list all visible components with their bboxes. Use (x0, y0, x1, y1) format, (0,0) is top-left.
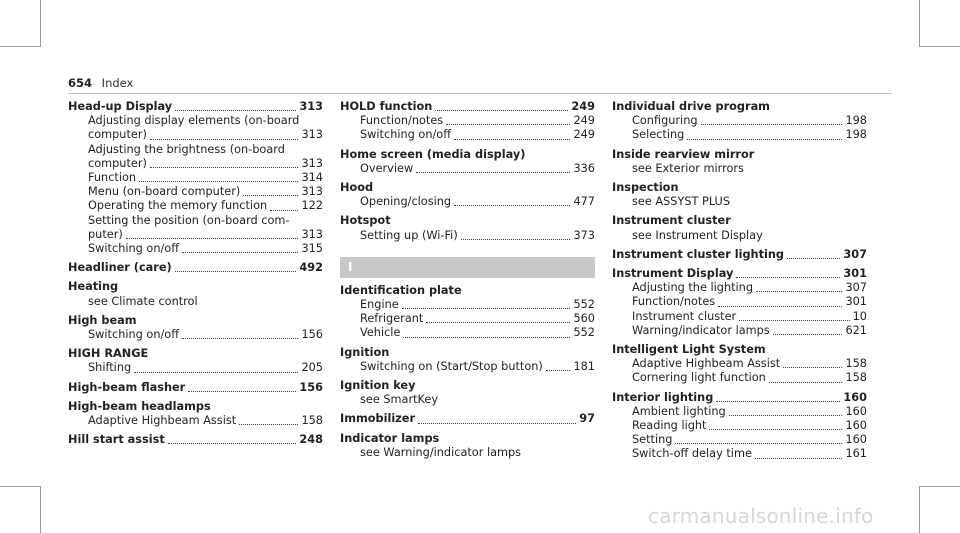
page-header (68, 76, 133, 90)
index-subentry: Adjusting the brightness (on-board (88, 142, 285, 156)
entry-text: Setting (632, 433, 673, 447)
index-heading: Indicator lamps (340, 431, 440, 445)
page-reference[interactable]: 248 (299, 433, 323, 447)
index-subentry (612, 310, 867, 324)
page-reference[interactable]: 313 (301, 128, 323, 142)
page-reference[interactable]: 307 (843, 247, 867, 261)
entry-text: Cornering light function (632, 371, 766, 385)
entry-text: Configuring (632, 114, 698, 128)
dot-leader (426, 322, 570, 323)
index-heading (68, 433, 323, 447)
index-subentry (612, 324, 867, 338)
index-subentry (340, 162, 595, 176)
entry-text: Engine (360, 298, 399, 312)
entry-text: Menu (on-board computer) (88, 185, 241, 199)
entry-text: Interior lighting (612, 390, 714, 404)
page-reference[interactable]: 552 (573, 326, 595, 340)
index-subentry: see SmartKey (360, 393, 439, 407)
entry-text: Operating the memory function (88, 199, 268, 213)
index-subentry (612, 128, 867, 142)
page-reference[interactable]: 621 (845, 323, 867, 337)
entry-text: Function/notes (360, 114, 444, 128)
page-reference[interactable]: 373 (573, 228, 595, 242)
page-reference[interactable]: 477 (573, 195, 595, 209)
index-subentry (340, 195, 595, 209)
header-rule (68, 93, 892, 94)
entry-text: Instrument cluster (632, 309, 737, 323)
entry-text: High-beam flasher (68, 380, 186, 394)
page-reference[interactable]: 249 (573, 114, 595, 128)
index-heading: Hotspot (340, 214, 391, 228)
index-subentry (340, 229, 595, 243)
index-column-1 (68, 100, 323, 447)
dot-leader (416, 172, 570, 173)
crop-mark (40, 0, 41, 47)
page-reference[interactable]: 158 (301, 414, 323, 428)
dot-leader (239, 424, 298, 425)
index-subentry: see Exterior mirrors (632, 161, 744, 175)
crop-mark (919, 486, 960, 487)
page-reference[interactable]: 160 (843, 390, 867, 404)
dot-leader (783, 367, 842, 368)
entry-text: Function (88, 171, 137, 185)
dot-leader (718, 306, 842, 307)
index-subentry (340, 360, 595, 374)
entry-text: Function/notes (632, 295, 716, 309)
entry-text: Setting up (Wi-Fi) (360, 228, 458, 242)
index-heading (612, 248, 867, 262)
page-reference[interactable]: 313 (301, 227, 323, 241)
entry-text: Immobilizer (340, 412, 416, 426)
index-heading (68, 381, 323, 395)
dot-leader (418, 423, 576, 424)
index-column-3 (612, 100, 867, 462)
dot-leader (736, 277, 840, 278)
watermark: carmanualsonline.info (648, 504, 874, 528)
dot-leader (175, 110, 296, 111)
index-subentry (68, 185, 323, 199)
crop-mark (0, 486, 41, 487)
page-reference[interactable]: 160 (845, 404, 867, 418)
page-reference[interactable]: 205 (301, 361, 323, 375)
entry-text: Headliner (care) (68, 261, 172, 275)
dot-leader (769, 382, 843, 383)
page-reference[interactable]: 313 (301, 156, 323, 170)
page-reference[interactable]: 158 (845, 371, 867, 385)
index-heading: Home screen (media display) (340, 147, 526, 161)
crop-mark (919, 0, 920, 47)
crop-mark (0, 46, 41, 47)
index-subentry (612, 419, 867, 433)
page-reference[interactable]: 10 (852, 309, 867, 323)
entry-text: Instrument cluster lighting (612, 247, 784, 261)
dot-leader (454, 139, 570, 140)
dot-leader (461, 239, 571, 240)
entry-text: Switching on/off (88, 328, 179, 342)
dot-leader (454, 205, 570, 206)
index-subentry: Adjusting display elements (on-board (88, 114, 300, 128)
index-heading: Inspection (612, 181, 679, 195)
crop-mark (919, 486, 920, 533)
dot-leader (701, 124, 843, 125)
entry-text: Hill start assist (68, 433, 165, 447)
index-heading: Intelligent Light System (612, 343, 766, 357)
entry-text: Warning/indicator lamps (632, 323, 770, 337)
index-subentry (340, 298, 595, 312)
index-heading (68, 261, 323, 275)
dot-leader (773, 334, 843, 335)
index-subentry: see ASSYST PLUS (632, 195, 730, 209)
index-subentry (68, 199, 323, 213)
index-subentry (68, 157, 323, 171)
index-subentry (612, 114, 867, 128)
index-subentry (68, 242, 323, 256)
dot-leader (175, 271, 297, 272)
entry-text: Head-up Display (68, 100, 173, 113)
page-reference[interactable]: 249 (571, 100, 595, 113)
entry-text: Opening/closing (360, 195, 452, 209)
entry-text: Switching on (Start/Stop button) (360, 359, 543, 373)
page-reference[interactable]: 198 (845, 128, 867, 142)
entry-text: Switch-off delay time (632, 447, 752, 461)
dot-leader (729, 415, 843, 416)
dot-leader (134, 372, 298, 373)
page-reference[interactable]: 307 (845, 281, 867, 295)
dot-leader (139, 181, 298, 182)
dot-leader (150, 167, 299, 168)
page-reference[interactable]: 313 (299, 100, 323, 113)
page-reference[interactable]: 161 (845, 447, 867, 461)
index-heading: Inside rearview mirror (612, 147, 755, 161)
dot-leader (446, 124, 570, 125)
dot-leader (716, 401, 840, 402)
dot-leader (188, 391, 296, 392)
page-reference[interactable]: 301 (843, 267, 867, 281)
entry-text: Reading light (632, 419, 707, 433)
index-heading (340, 412, 595, 426)
page-reference[interactable]: 301 (845, 295, 867, 309)
page-reference[interactable]: 156 (299, 380, 323, 394)
index-subentry (68, 228, 323, 242)
page-reference[interactable]: 160 (845, 419, 867, 433)
dot-leader (787, 258, 840, 259)
index-subentry (612, 357, 867, 371)
entry-text: puter) (88, 227, 123, 241)
index-heading: Individual drive program (612, 100, 770, 113)
entry-text: Adaptive Highbeam Assist (88, 414, 237, 428)
page-reference[interactable]: 314 (301, 171, 323, 185)
page-reference[interactable]: 552 (573, 298, 595, 312)
entry-text: Refrigerant (360, 312, 424, 326)
page-reference[interactable]: 97 (579, 412, 595, 426)
page-reference[interactable]: 160 (845, 433, 867, 447)
index-subentry: Setting the position (on-board com- (88, 213, 290, 227)
dot-leader (435, 110, 568, 111)
index-heading (340, 100, 595, 114)
dot-leader (126, 238, 299, 239)
dot-leader (709, 429, 842, 430)
page-reference[interactable]: 336 (573, 161, 595, 175)
index-subentry: see Warning/indicator lamps (360, 445, 522, 459)
entry-text: Ambient lighting (632, 404, 726, 418)
index-heading (68, 100, 323, 114)
dot-leader (168, 443, 297, 444)
index-subentry (68, 361, 323, 375)
dot-leader (402, 308, 571, 309)
index-heading: High beam (68, 313, 137, 327)
entry-text: Overview (360, 161, 414, 175)
index-subentry (612, 295, 867, 309)
entry-text: Instrument Display (612, 267, 734, 281)
page-reference[interactable]: 181 (573, 359, 595, 373)
entry-text: Adaptive Highbeam Assist (632, 357, 781, 371)
page-reference[interactable]: 122 (301, 199, 323, 213)
entry-text: Adjusting the lighting (632, 281, 754, 295)
section-label: Index (101, 76, 134, 90)
index-heading (612, 391, 867, 405)
index-heading (612, 267, 867, 281)
index-subentry (612, 371, 867, 385)
entry-text: Shifting (88, 361, 132, 375)
index-heading: Identification plate (340, 283, 462, 297)
entry-text: computer) (88, 156, 147, 170)
index-subentry (612, 405, 867, 419)
page-reference[interactable]: 313 (301, 185, 323, 199)
index-heading: Heating (68, 280, 119, 294)
dot-leader (687, 139, 842, 140)
dot-leader (150, 139, 299, 140)
index-subentry (340, 326, 595, 340)
page-reference[interactable]: 560 (573, 312, 595, 326)
index-subentry (612, 433, 867, 447)
entry-text: HOLD function (340, 100, 433, 113)
entry-text: Selecting (632, 128, 685, 142)
crop-mark (40, 486, 41, 533)
section-letter: I (340, 257, 595, 278)
entry-text: Vehicle (360, 326, 401, 340)
index-subentry (68, 128, 323, 142)
index-subentry (340, 114, 595, 128)
index-subentry (68, 328, 323, 342)
dot-leader (403, 337, 570, 338)
dot-leader (756, 291, 842, 292)
crop-mark (919, 46, 960, 47)
index-subentry (612, 447, 867, 461)
page-reference[interactable]: 198 (845, 114, 867, 128)
page-reference[interactable]: 315 (301, 242, 323, 256)
dot-leader (182, 338, 298, 339)
index-subentry (340, 128, 595, 142)
entry-text: Switching on/off (360, 128, 451, 142)
page-number: 654 (68, 76, 93, 90)
page-reference[interactable]: 158 (845, 357, 867, 371)
entry-text: computer) (88, 128, 147, 142)
dot-leader (739, 320, 849, 321)
index-subentry: see Instrument Display (632, 228, 763, 242)
index-subentry: see Climate control (88, 294, 198, 308)
entry-text: Switching on/off (88, 242, 179, 256)
page-reference[interactable]: 492 (299, 261, 323, 275)
page-reference[interactable]: 156 (301, 328, 323, 342)
dot-leader (675, 443, 842, 444)
index-heading: Ignition key (340, 379, 416, 393)
index-subentry (68, 171, 323, 185)
dot-leader (755, 458, 843, 459)
index-subentry (68, 414, 323, 428)
index-heading: Hood (340, 181, 374, 195)
index-heading: High-beam headlamps (68, 399, 211, 413)
dot-leader (546, 370, 571, 371)
index-subentry (340, 312, 595, 326)
index-heading: HIGH RANGE (68, 347, 149, 361)
dot-leader (270, 210, 298, 211)
index-column-2 (340, 100, 595, 460)
page-reference[interactable]: 249 (573, 128, 595, 142)
index-heading: Ignition (340, 345, 390, 359)
dot-leader (243, 195, 298, 196)
index-heading: Instrument cluster (612, 214, 731, 228)
dot-leader (182, 252, 298, 253)
index-subentry (612, 281, 867, 295)
